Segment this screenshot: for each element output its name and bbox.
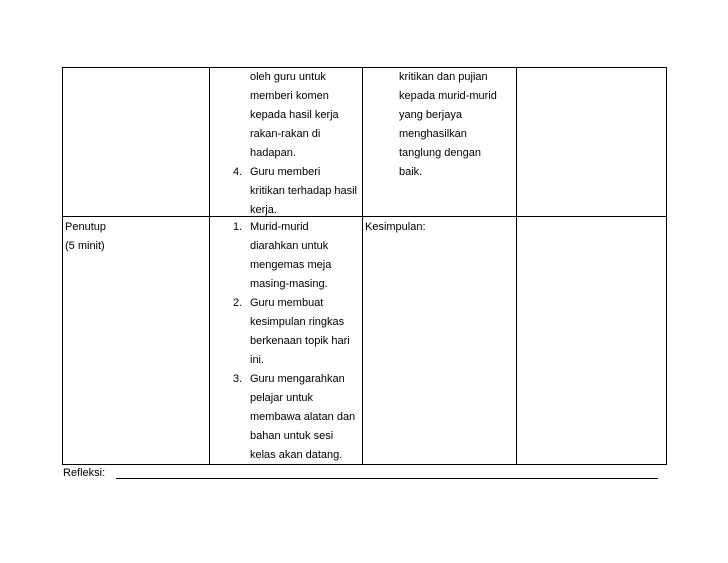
activity-line: ini. — [250, 354, 265, 366]
extra-cell — [517, 217, 667, 464]
activity-line: Guru membuat — [250, 297, 324, 309]
activity-line: kesimpulan ringkas — [250, 316, 345, 328]
notes-line: kepada murid-murid — [399, 90, 497, 102]
activity-line: membawa alatan dan — [250, 411, 356, 423]
notes-line: baik. — [399, 166, 423, 178]
list-item-number: 3. — [233, 373, 243, 385]
activity-line: bahan untuk sesi — [250, 430, 334, 442]
reflection-label: Refleksi: — [63, 467, 106, 479]
notes-line: yang berjaya — [399, 109, 462, 121]
table-row — [63, 217, 667, 465]
stage-duration: (5 minit) — [65, 240, 105, 252]
notes-cell — [363, 68, 517, 216]
activity-line: memberi komen — [250, 90, 329, 102]
activity-line: pelajar untuk — [250, 392, 313, 404]
activity-line: kepada hasil kerja — [250, 109, 339, 121]
table-row — [63, 68, 667, 217]
reflection-line — [116, 478, 658, 479]
list-item-number: 2. — [233, 297, 243, 309]
activity-line: kritikan terhadap hasil — [250, 185, 358, 197]
activity-line: masing-masing. — [250, 278, 328, 290]
stage-cell — [63, 217, 210, 464]
activity-line: rakan-rakan di — [250, 128, 321, 140]
stage-title: Penutup — [65, 221, 106, 233]
notes-cell — [363, 217, 517, 464]
activity-cell — [210, 68, 363, 216]
activity-line: kelas akan datang. — [250, 449, 343, 461]
activity-line: Murid-murid — [250, 221, 309, 233]
stage-cell — [63, 68, 210, 216]
activity-line: kerja. — [250, 204, 277, 216]
activity-line: mengemas meja — [250, 259, 332, 271]
activity-line: hadapan. — [250, 147, 296, 159]
activity-line: berkenaan topik hari — [250, 335, 350, 347]
lesson-plan-table — [62, 67, 667, 465]
activity-line: Guru mengarahkan — [250, 373, 345, 385]
notes-line: menghasilkan — [399, 128, 467, 140]
activity-cell — [210, 217, 363, 464]
activity-line: oleh guru untuk — [250, 71, 326, 83]
extra-cell — [517, 68, 667, 216]
activity-line: diarahkan untuk — [250, 240, 329, 252]
notes-line: kritikan dan pujian — [399, 71, 488, 83]
conclusion-label: Kesimpulan: — [365, 221, 426, 233]
activity-line: Guru memberi — [250, 166, 321, 178]
list-item-number: 4. — [233, 166, 243, 178]
list-item-number: 1. — [233, 221, 243, 233]
notes-line: tanglung dengan — [399, 147, 481, 159]
